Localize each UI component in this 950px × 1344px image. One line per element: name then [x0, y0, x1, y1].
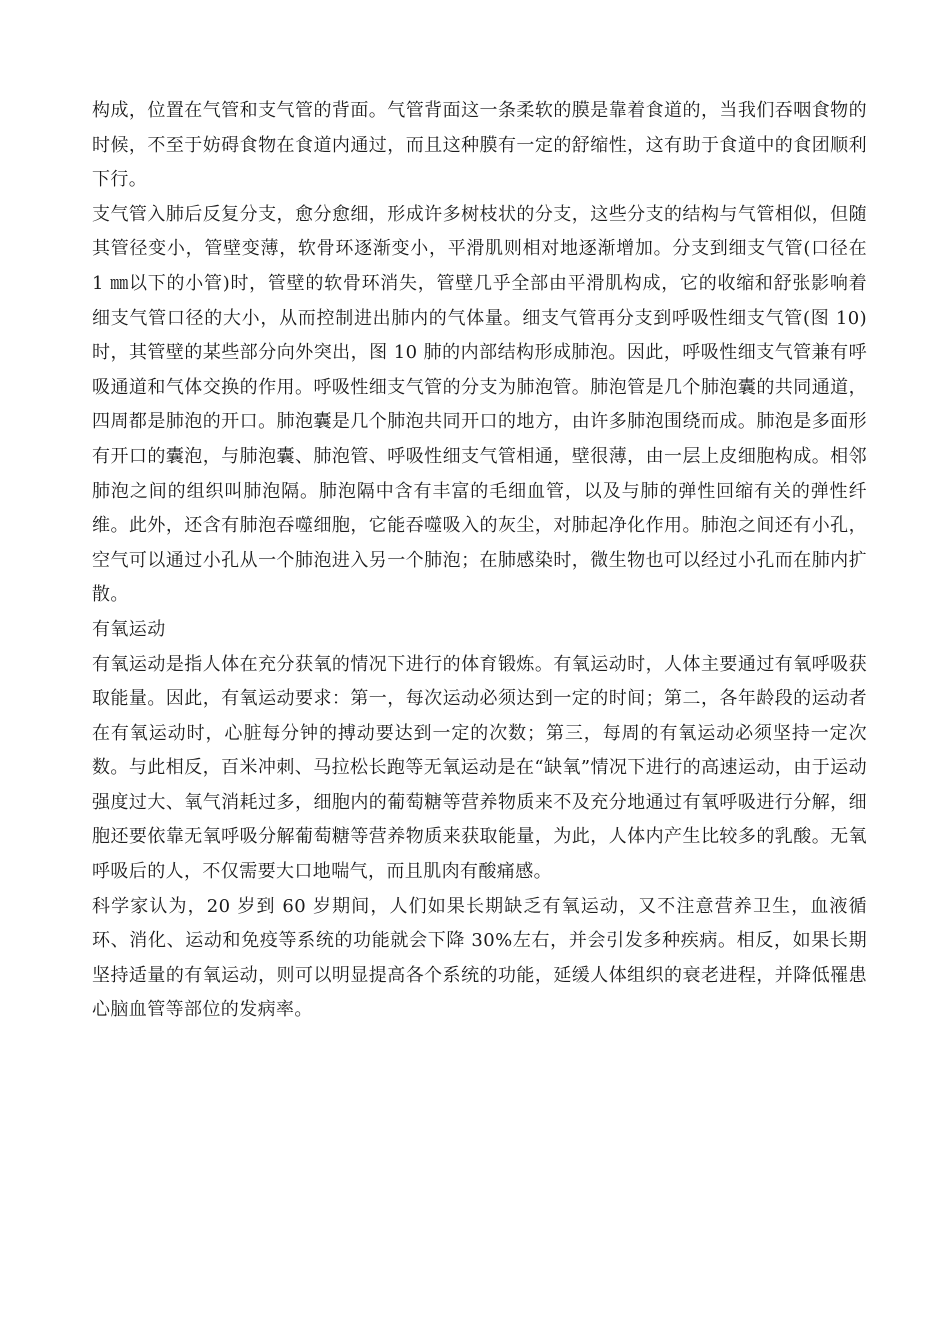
document-page: [92, 94, 867, 1028]
paragraph-scientist-view: 科学家认为，20 岁到 60 岁期间，人们如果长期缺乏有氧运动，又不注意营养卫生，血液循环、消化、运动和免疫等系统的功能就会下降 30%左右，并会引发多种疾病。相反，如果长期坚持适量的有氧运动，则可以明显提高各个系统的功能，延缓人体组织的衰老进程，并降低罹患心脑血管等部位的发病率。: [92, 895, 867, 1021]
paragraph-trachea-membrane: 构成，位置在气管和支气管的背面。气管背面这一条柔软的膜是靠着食道的，当我们吞咽食物的时候，不至于妨碍食物在食道内通过，而且这种膜有一定的舒缩性，这有助于食道中的食团顺利下行。: [92, 100, 867, 191]
paragraph-bronchi-alveoli: 支气管入肺后反复分支，愈分愈细，形成许多树枝状的分支，这些分支的结构与气管相似，但随其管径变小，管壁变薄，软骨环逐渐变小，平滑肌则相对地逐渐增加。分支到细支气管(口径在 1 ㎜以下的小管)时，管壁的软骨环消失，管壁几乎全部由平滑肌构成，它的收缩和舒张影响着细支气管口径的大小，从而控制进出肺内的气体量。细支气管再分支到呼吸性细支气管(图 10)时，其管壁的某些部分向外突出，图 10 肺的内部结构形成肺泡。因此，呼吸性细支气管兼有呼吸通道和气体交换的作用。呼吸性细支气管的分支为肺泡管。肺泡管是几个肺泡囊的共同通道，四周都是肺泡的开口。肺泡囊是几个肺泡共同开口的地方，由许多肺泡围绕而成。肺泡是多面形有开口的囊泡，与肺泡囊、肺泡管、呼吸性细支气管相通，壁很薄，由一层上皮细胞构成。相邻肺泡之间的组织叫肺泡隔。肺泡隔中含有丰富的毛细血管，以及与肺的弹性回缩有关的弹性纤维。此外，还含有肺泡吞噬细胞，它能吞噬吸入的灰尘，对肺起净化作用。肺泡之间还有小孔，空气可以通过小孔从一个肺泡进入另一个肺泡；在肺感染时，微生物也可以经过小孔而在肺内扩散。: [92, 203, 867, 606]
paragraph-aerobic-definition: 有氧运动是指人体在充分获氧的情况下进行的体育锻炼。有氧运动时，人体主要通过有氧呼吸获取能量。因此，有氧运动要求：第一，每次运动必须达到一定的时间；第二，各年龄段的运动者在有氧运动时，心脏每分钟的搏动要达到一定的次数；第三，每周的有氧运动必须坚持一定次数。与此相反，百米冲刺、马拉松长跑等无氧运动是在“缺氧”情况下进行的高速运动，由于运动强度过大、氧气消耗过多，细胞内的葡萄糖等营养物质来不及充分地通过有氧呼吸进行分解，细胞还要依靠无氧呼吸分解葡萄糖等营养物质来获取能量，为此，人体内产生比较多的乳酸。无氧呼吸后的人，不仅需要大口地喘气，而且肌肉有酸痛感。: [92, 653, 867, 883]
section-heading-aerobic-exercise: 有氧运动: [92, 618, 166, 640]
